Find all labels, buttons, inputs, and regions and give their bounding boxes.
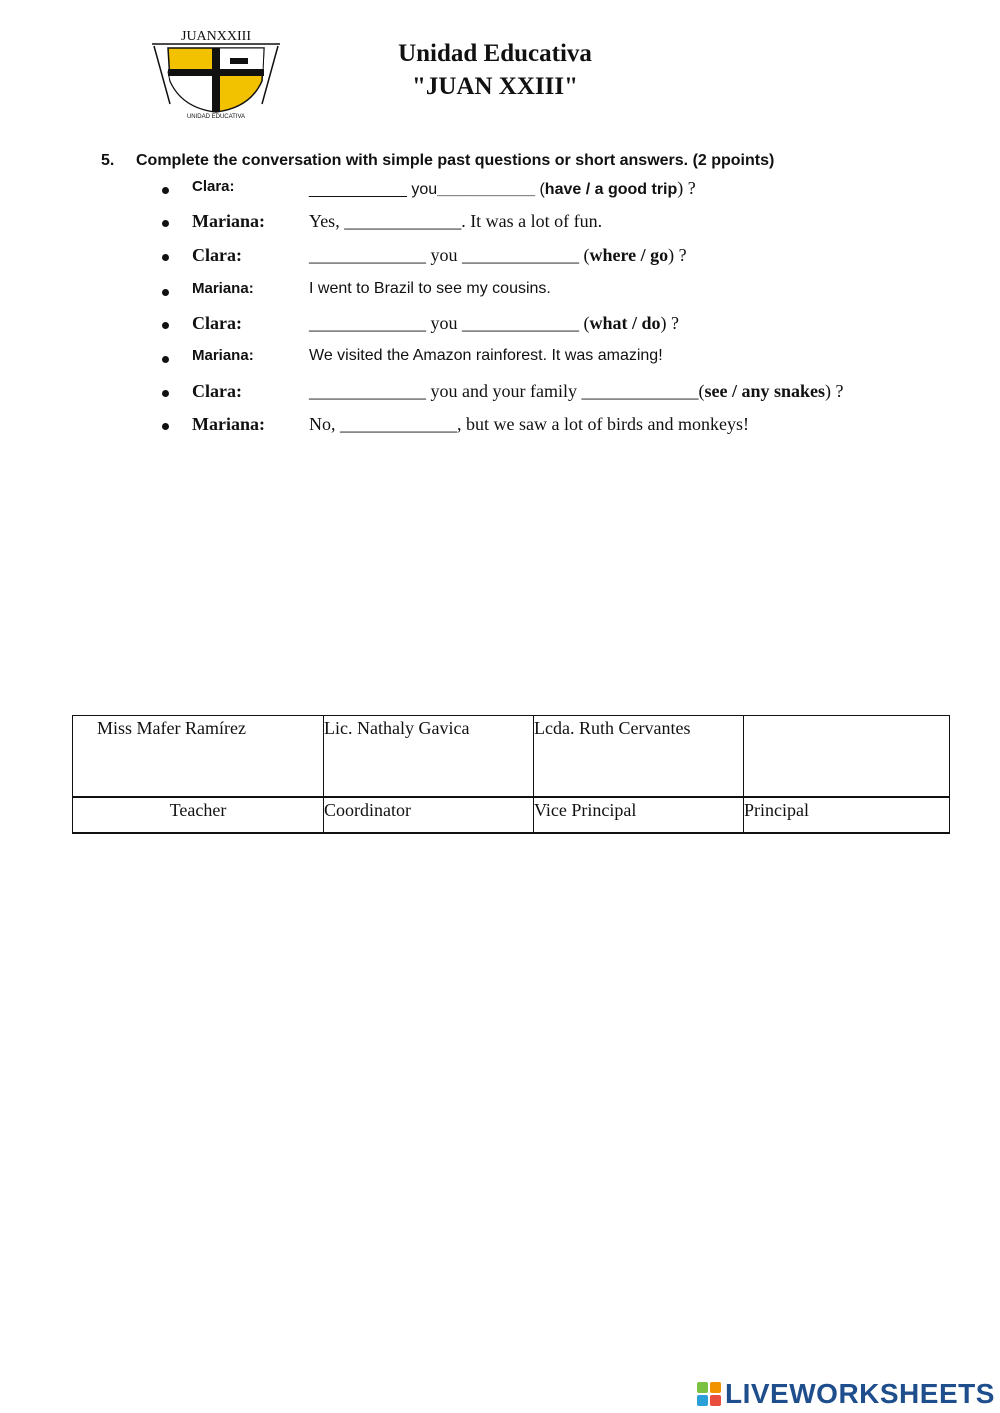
signature-cell [744,716,950,798]
conversation-line [0,347,1000,377]
line-text[interactable]: Yes, _____________. It was a lot of fun. [309,211,603,231]
liveworksheets-brand: LIVEWORKSHEETS [725,1378,995,1409]
blank-answer[interactable]: _____________ you and your family _____________( [309,381,705,401]
bullet-icon [162,254,169,261]
signer-name: Lcda. Ruth Cervantes [534,718,691,738]
liveworksheets-logo[interactable] [697,1379,995,1409]
speaker-label: Mariana: [192,280,254,297]
conversation-line [0,178,1000,208]
speaker-label: Mariana: [192,347,254,364]
signature-table [72,715,950,834]
question-instruction: Complete the conversation with simple past questions or short answers. (2 ppoints) [136,152,775,169]
conversation-line [0,245,1000,275]
crest-text: JUANXXIII [181,29,251,44]
speaker-label: Clara: [192,381,242,401]
liveworksheets-icon [697,1382,721,1406]
line-text: ___________ you___________ (have / a good trip) ? [309,178,696,198]
blank-answer[interactable]: _____________ you _____________ ( [309,313,590,333]
line-text[interactable]: No, _____________, but we saw a lot of birds and monkeys! [309,414,749,434]
line-text: _____________ you _____________ (where / go) ? [309,245,687,265]
crest-subtext: UNIDAD EDUCATIVA [186,114,246,120]
speaker-label: Clara: [192,245,242,265]
role-label: Coordinator [324,800,411,820]
line-text: We visited the Amazon rainforest. It was amazing! [309,347,663,364]
speaker-label: Clara: [192,178,235,195]
line-text: _____________ you _____________ (what / do) ? [309,313,679,333]
conversation-line [0,381,1000,411]
signer-name [744,716,949,718]
conversation-line [0,414,1000,444]
signature-names-row [73,716,950,798]
role-cell [73,797,324,833]
bullet-icon [162,423,169,430]
conversation-line [0,211,1000,241]
speaker-label: Clara: [192,313,242,333]
role-cell [534,797,744,833]
blank-answer[interactable]: _____________ you _____________ ( [309,245,590,265]
signature-cell [324,716,534,798]
question-number: 5. [101,152,115,169]
blank-answer[interactable]: ___________ you [309,181,438,198]
verb-cue: what / do [589,313,661,333]
conversation-line [0,313,1000,343]
school-title-line1: Unidad Educativa [398,40,592,67]
bullet-icon [162,220,169,227]
verb-cue: have / a good trip [544,181,678,198]
school-crest-logo [150,26,282,122]
signer-name: Lic. Nathaly Gavica [324,718,470,738]
blank-answer[interactable]: ___________ [437,181,536,198]
speaker-label: Mariana: [192,414,265,434]
school-title-line2: "JUAN XXIII" [412,73,578,100]
speaker-label: Mariana: [192,211,265,231]
role-label: Vice Principal [534,800,637,820]
verb-cue: where / go [589,245,669,265]
role-cell [324,797,534,833]
bullet-icon [162,289,169,296]
line-text: I went to Brazil to see my cousins. [309,280,551,297]
bullet-icon [162,187,169,194]
conversation-line [0,280,1000,310]
signature-cell [73,716,324,798]
role-label: Teacher [169,800,227,820]
bullet-icon [162,390,169,397]
signature-roles-row [73,797,950,833]
signature-cell [534,716,744,798]
verb-cue: see / any snakes [704,381,825,401]
role-label: Principal [744,800,809,820]
bullet-icon [162,322,169,329]
bullet-icon [162,356,169,363]
signer-name: Miss Mafer Ramírez [97,718,246,738]
role-cell [744,797,950,833]
line-text: _____________ you and your family _____________(see / any snakes) ? [309,381,844,401]
